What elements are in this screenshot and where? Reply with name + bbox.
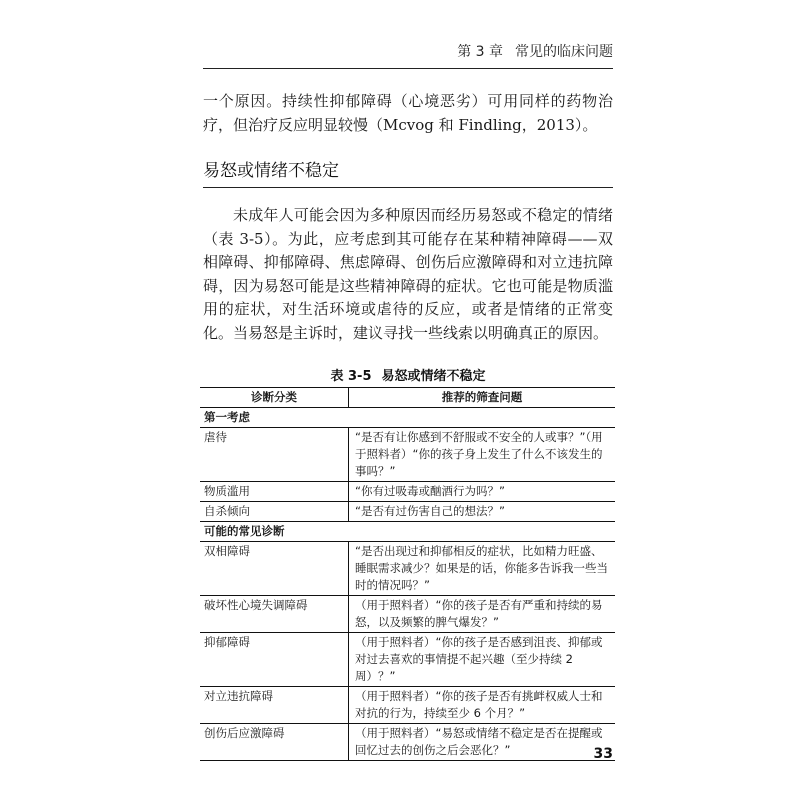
row-category: 虐待 <box>200 428 349 482</box>
table-row <box>200 633 615 687</box>
table-row <box>200 724 615 761</box>
running-head <box>203 38 613 69</box>
row-category: 双相障碍 <box>200 542 349 596</box>
row-question: “是否出现过和抑郁相反的症状，比如精力旺盛、睡眠需求减少？如果是的话，你能多告诉我一些当时的情况吗？” <box>349 542 616 596</box>
row-category: 创伤后应激障碍 <box>200 724 349 761</box>
table-header-row <box>200 388 615 408</box>
row-question: “是否有过伤害自己的想法？” <box>349 502 616 522</box>
running-head-title: 常见的临床问题 <box>515 44 613 60</box>
table-row <box>200 482 615 502</box>
paragraph-continued: 一个原因。持续性抑郁障碍（心境恶劣）可用同样的药物治疗，但治疗反应明显较慢（Mcvog 和 Findling，2013）。 <box>203 92 613 134</box>
header-screening-question: 推荐的筛查问题 <box>349 388 616 408</box>
table-group-row <box>200 408 615 428</box>
body-paragraph: 未成年人可能会因为多种原因而经历易怒或不稳定的情绪（表 3-5）。为此，应考虑到其可能存在某种精神障碍——双相障碍、抑郁障碍、焦虑障碍、创伤后应激障碍和对立违抗障碍，因为易怒可能是这些精神障碍的症状。它也可能是物质滥用的症状，对生活环境或虐待的反应，或者是情绪的正常变化。当易怒是主诉时，建议寻找一些线索以明确真正的原因。 <box>203 206 613 342</box>
row-category: 自杀倾向 <box>200 502 349 522</box>
row-question: （用于照料者）“你的孩子是否有严重和持续的易怒，以及频繁的脾气爆发？” <box>349 596 616 633</box>
running-head-chapter: 第 3 章 <box>457 44 503 60</box>
row-question: “你有过吸毒或酗酒行为吗？” <box>349 482 616 502</box>
table-number: 表 3-5 <box>330 369 372 384</box>
row-category: 破坏性心境失调障碍 <box>200 596 349 633</box>
table-row <box>200 596 615 633</box>
section-title: 易怒或情绪不稳定 <box>203 155 613 188</box>
table-row <box>200 542 615 596</box>
screening-table <box>200 387 615 761</box>
group-label: 可能的常见诊断 <box>200 522 615 542</box>
row-question: “是否有让你感到不舒服或不安全的人或事？”（用于照料者）“你的孩子身上发生了什么不该发生的事吗？” <box>349 428 616 482</box>
row-category: 抑郁障碍 <box>200 633 349 687</box>
header-diagnosis-category: 诊断分类 <box>200 388 349 408</box>
table-caption-text: 易怒或情绪不稳定 <box>381 369 486 384</box>
row-question: （用于照料者）“你的孩子是否感到沮丧、抑郁或对过去喜欢的事情提不起兴趣（至少持续 2 周）？” <box>349 633 616 687</box>
table-row <box>200 428 615 482</box>
page-number: 33 <box>593 746 613 762</box>
row-category: 物质滥用 <box>200 482 349 502</box>
row-category: 对立违抗障碍 <box>200 687 349 724</box>
row-question: （用于照料者）“你的孩子是否有挑衅权威人士和对抗的行为，持续至少 6 个月？” <box>349 687 616 724</box>
table-row <box>200 502 615 522</box>
row-question: （用于照料者）“易怒或情绪不稳定是否在提醒或回忆过去的创伤之后会恶化？” <box>349 724 616 761</box>
table-group-row <box>200 522 615 542</box>
table-caption <box>203 365 613 384</box>
table-row <box>200 687 615 724</box>
group-label: 第一考虑 <box>200 408 615 428</box>
